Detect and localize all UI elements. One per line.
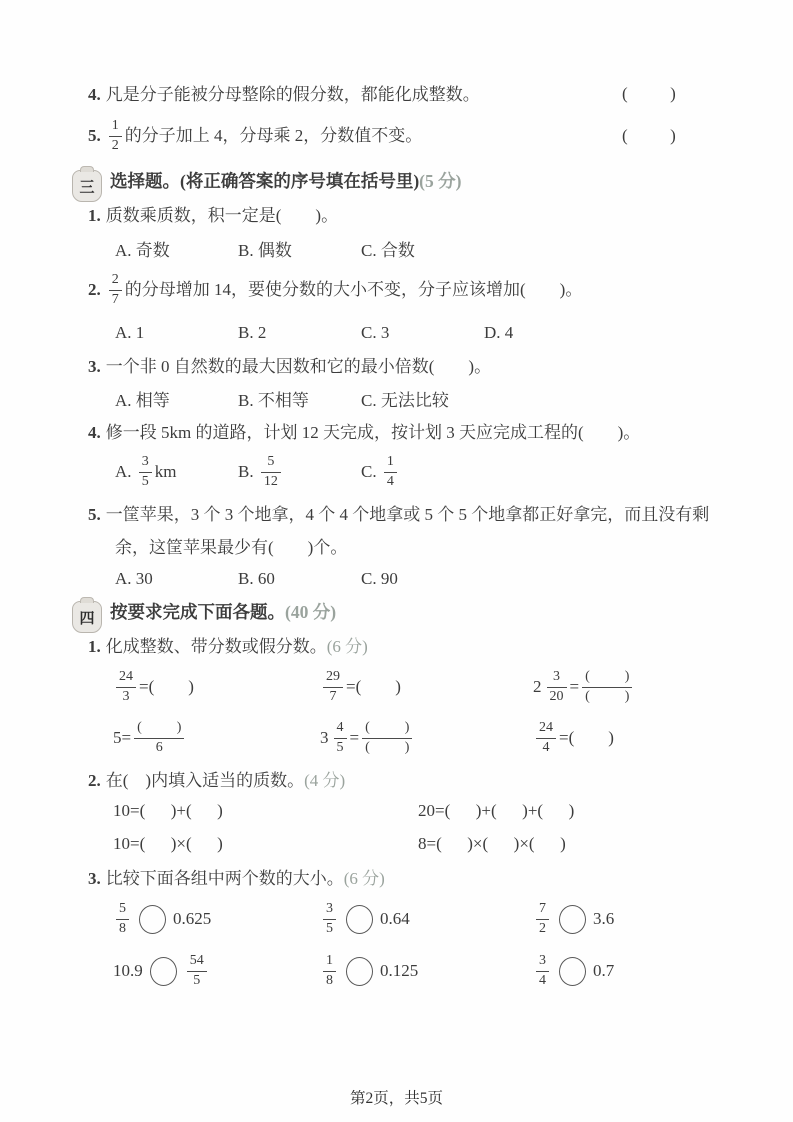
option-c: C. 3 xyxy=(361,323,390,342)
options-row xyxy=(115,450,484,494)
judge-item-4 xyxy=(88,84,480,107)
section-title: 选择题。(将正确答案的序号填在括号里) (5 分) xyxy=(110,170,461,194)
option-c: C. 合数 xyxy=(361,241,415,260)
blank-fraction: $\frac{( )}{6}$ xyxy=(134,720,184,756)
section-title: 按要求完成下面各题。 (40 分) xyxy=(110,601,336,625)
equation: 2 $\frac{3}{20}$ = $\frac{( )}{( )}$ xyxy=(533,669,635,705)
options-row xyxy=(115,390,484,413)
compare-row-1 xyxy=(113,896,614,942)
page-number: 第2页，共5页 xyxy=(349,1090,443,1107)
comparison: $\frac{7}{2}$ 3.6 xyxy=(533,901,614,937)
choice-question-5-line1: 5. 一筐苹果，3 个 3 个地拿，4 个 4 个地拿或 5 个 5 个地拿都正好拿完，而且没有剩 xyxy=(88,505,710,524)
fraction: $\frac{5}{12}$ xyxy=(261,454,281,490)
option-b: B. $\frac{5}{12}$ xyxy=(238,454,361,490)
question-number: 5. xyxy=(88,125,101,145)
option-a: A. 1 xyxy=(115,323,145,342)
equation: 8=( )×( )×( ) xyxy=(418,834,566,853)
question-number: 4. xyxy=(88,85,101,104)
page-footer xyxy=(0,1086,793,1108)
prime-fill-row-1 xyxy=(113,800,723,823)
question-score: (6 分) xyxy=(326,637,368,656)
comparison-circle xyxy=(559,905,586,934)
option-a: A. 奇数 xyxy=(115,241,170,260)
option-a: A. 30 xyxy=(115,569,153,588)
fraction: $\frac{54}{5}$ xyxy=(187,953,207,989)
comparison-circle xyxy=(559,957,586,986)
comparison-circle xyxy=(150,957,177,986)
comparison-circle xyxy=(346,957,373,986)
section-score: (40 分) xyxy=(285,602,337,622)
question-text: 的分子加上 4，分母乘 2，分数值不变。 xyxy=(124,125,423,145)
fraction: $\frac{24}{4}$ xyxy=(536,720,556,756)
equation: 20=( )+( )+( ) xyxy=(418,801,575,820)
fraction: $\frac{29}{7}$ xyxy=(323,669,343,705)
option-c: C. 无法比较 xyxy=(361,391,449,410)
fraction: $\frac{5}{8}$ xyxy=(116,901,129,937)
fraction: $\frac{2}{7}$ xyxy=(109,272,122,308)
comparison-circle xyxy=(139,905,166,934)
choice-question-4: 4. 修一段 5km 的道路，计划 12 天完成，按计划 3 天应完成工程的( )。 xyxy=(88,423,641,442)
answer-bracket: ( ) xyxy=(622,126,676,145)
choice-question-5-line2: 余，这筐苹果最少有( )个。 xyxy=(115,538,348,557)
sub-question-3-title: 3. 比较下面各组中两个数的大小。 (6 分) xyxy=(88,868,385,891)
comparison: $\frac{5}{8}$ 0.625 xyxy=(113,901,320,937)
equation: 10=( )×( ) xyxy=(113,834,223,853)
sub-question-2-title: 2. 在( )内填入适当的质数。 (4 分) xyxy=(88,770,345,793)
convert-equations-row-2 xyxy=(113,714,614,762)
options-row xyxy=(115,240,484,263)
option-d: D. 4 xyxy=(484,323,514,342)
equation: 5= $\frac{( )}{6}$ xyxy=(113,720,320,756)
judge-item-5 xyxy=(88,114,422,158)
compare-row-2 xyxy=(113,948,614,994)
answer-bracket: ( ) xyxy=(622,84,676,103)
option-b: B. 60 xyxy=(238,569,275,588)
equation: 10=( )+( ) xyxy=(113,801,223,820)
convert-equations-row-1 xyxy=(113,663,635,711)
comparison-circle xyxy=(346,905,373,934)
option-b: B. 不相等 xyxy=(238,391,309,410)
prime-fill-row-2 xyxy=(113,833,723,856)
fraction: $\frac{3}{4}$ xyxy=(536,953,549,989)
option-a: A. 相等 xyxy=(115,391,170,410)
section-badge-icon: 三 xyxy=(72,170,102,202)
blank-fraction: $\frac{( )}{( )}$ xyxy=(582,669,632,705)
sub-question-1-title: 1. 化成整数、带分数或假分数。 (6 分) xyxy=(88,636,368,659)
fraction: $\frac{24}{3}$ xyxy=(116,669,136,705)
equation: $\frac{24}{4}$ =( ) xyxy=(533,720,614,756)
fraction: $\frac{1}{4}$ xyxy=(384,454,397,490)
fraction: $\frac{7}{2}$ xyxy=(536,901,549,937)
equation: 3 $\frac{4}{5}$ = $\frac{( )}{( )}$ xyxy=(320,720,533,756)
choice-question-3: 3. 一个非 0 自然数的最大因数和它的最小倍数( )。 xyxy=(88,357,492,376)
question-text: 凡是分子能被分母整除的假分数，都能化成整数。 xyxy=(105,85,480,104)
equation: $\frac{24}{3}$ =( ) xyxy=(113,669,320,705)
comparison: $\frac{3}{5}$ 0.64 xyxy=(320,901,533,937)
comparison: $\frac{3}{4}$ 0.7 xyxy=(533,953,614,989)
option-b: B. 偶数 xyxy=(238,241,292,260)
choice-question-2: 2. $\frac{2}{7}$ 的分母增加 14，要使分数的大小不变，分子应该增加( )。 xyxy=(88,271,583,307)
question-score: (6 分) xyxy=(343,869,385,888)
options-row xyxy=(115,322,607,345)
option-c: C. $\frac{1}{4}$ xyxy=(361,454,484,490)
option-a: A. $\frac{3}{5}$ km xyxy=(115,453,177,489)
section-score: (5 分) xyxy=(419,171,462,191)
fraction: $\frac{1}{8}$ xyxy=(323,953,336,989)
fraction: $\frac{1}{2}$ xyxy=(109,118,122,154)
fraction: $\frac{3}{20}$ xyxy=(547,669,567,705)
comparison: 10.9 $\frac{54}{5}$ xyxy=(113,953,320,989)
options-row xyxy=(115,568,484,591)
equation: $\frac{29}{7}$ =( ) xyxy=(320,669,533,705)
fraction: $\frac{3}{5}$ xyxy=(323,901,336,937)
blank-fraction: $\frac{( )}{( )}$ xyxy=(362,720,412,756)
option-b: B. 2 xyxy=(238,323,267,342)
choice-question-1: 1. 质数乘质数，积一定是( )。 xyxy=(88,206,339,225)
question-score: (4 分) xyxy=(304,771,346,790)
section-badge-icon: 四 xyxy=(72,601,102,633)
fraction: $\frac{4}{5}$ xyxy=(334,720,347,756)
option-c: C. 90 xyxy=(361,569,398,588)
comparison: $\frac{1}{8}$ 0.125 xyxy=(320,953,533,989)
fraction: $\frac{3}{5}$ xyxy=(139,454,152,490)
